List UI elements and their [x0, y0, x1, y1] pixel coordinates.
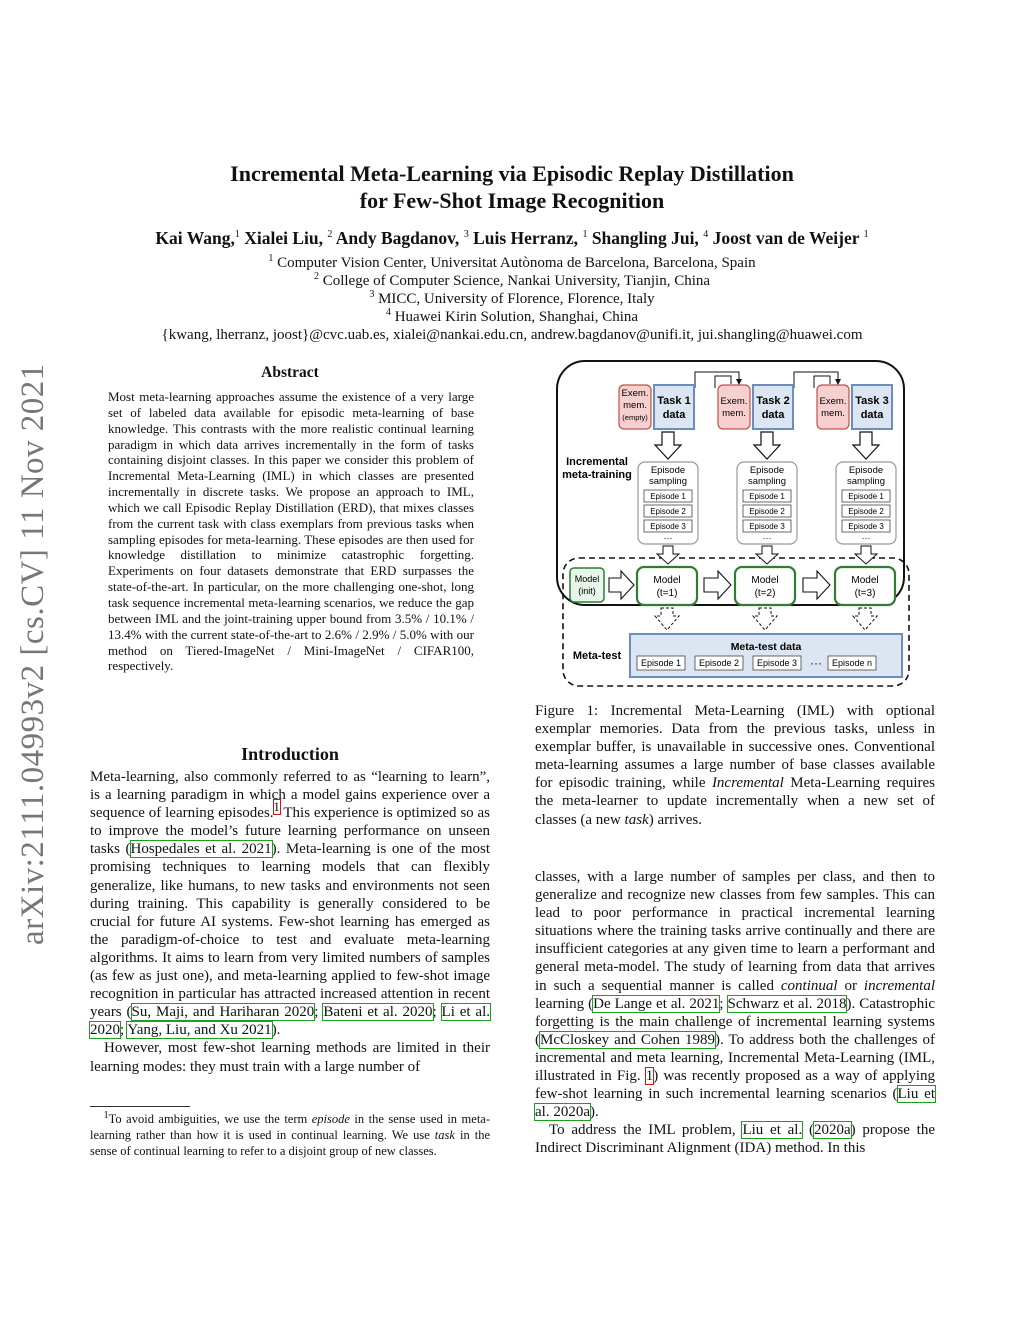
- title-line-1: Incremental Meta-Learning via Episodic Replay Distillation: [230, 161, 794, 186]
- episode-sampling-label: sampling: [747, 476, 787, 487]
- episode-label: Episode 3: [848, 522, 884, 531]
- author: Joost van de Weijer $^1$: [712, 228, 869, 248]
- episode-sampling-label: sampling: [846, 476, 886, 487]
- meta-test-data-title: Meta-test data: [730, 641, 802, 653]
- arxiv-side-stamp: arXiv:2111.04993v2 [cs.CV] 11 Nov 2021: [15, 363, 51, 945]
- ellipsis: ···: [663, 533, 673, 543]
- affiliation: $^4$ Huawei Kirin Solution, Shanghai, China: [385, 307, 639, 325]
- down-arrow: [853, 432, 879, 459]
- episode-sampling-group-3: [836, 462, 896, 544]
- task-group-3: [817, 385, 892, 429]
- exemplar-memory-label: Exem.: [621, 388, 649, 399]
- author: Shangling Jui, $^4$: [591, 228, 709, 248]
- episode-sampling-group-2: [737, 462, 797, 544]
- task-data-label: data: [662, 409, 686, 421]
- footnote-divider: [90, 1106, 190, 1107]
- task-group-1: [619, 385, 694, 429]
- episode-sampling-label: Episode: [749, 465, 785, 476]
- right-arrow: [704, 571, 731, 599]
- meta-test-episode-label: Episode 2: [698, 658, 740, 668]
- episode-sampling-label: Episode: [650, 465, 686, 476]
- episode-label: Episode 3: [650, 522, 686, 531]
- episode-label: Episode 2: [650, 507, 686, 516]
- citation-link[interactable]: Liu et al.: [742, 1122, 803, 1139]
- abstract-text: Most meta-learning approaches assume the existence of a very large set of labeled data available for episodic meta-learning of base knowledge. This contrasts with the more realistic continual learning paradigm in which data arrives incrementally in the form of tasks containing disjoint classes. In this paper we consider this problem of Incremental Meta-Learning (IML) in which classes are presented incrementally in discrete tasks. We propose an approach to IML, which we call Episodic Replay Distillation (ERD), that mixes classes from the current task with class exemplars from previous tasks when sampling episodes for meta-learning. These episodes are then used for knowledge distillation to minimize catastrophic forgetting. Experiments on four datasets demonstrate that ERD surpasses the state-of-the-art. In particular, on the more challenging one-shot, long task sequence incremental meta-learning scenarios, we reduce the gap between IML and the joint-training upper bound from 3.5% / 10.1% / 13.4% with the current state-of-the-art to 2.6% / 2.9% / 5.0% with our method on Tiered-ImageNet / Mini-ImageNet / CIFAR100, respectively.: [108, 389, 474, 674]
- ellipsis: ···: [762, 533, 772, 543]
- dashed-down-arrow: [655, 608, 679, 630]
- dashed-down-arrow: [853, 608, 877, 630]
- meta-test-label: Meta-test: [572, 650, 622, 662]
- right-paragraph-1: classes, with a large number of samples per class, and then to generalize and recognize new classes from few samples. This can lead to poor performance in practical incremental learning situations where the training tasks arrive continually and there are insufficient categories at any given time to learn a performant and general meta-model. The study of learning from data that arrives in such a sequential manner is called continual or incremental learning (De Lange et al. 2021; Schwarz et al. 2018). Catastrophic forgetting is the main challenge of incremental learning systems (McCloskey and Cohen 1989). To address both the challenges of incremental and meta learning, Incremental Meta-Learning (IML, illustrated in Fig. 1) was recently proposed as a way of applying few-shot learning in such incremental learning scenarios (Liu et al. 2020a).: [535, 869, 936, 1121]
- right-column-body: [535, 868, 935, 1158]
- citation-link[interactable]: Su, Maji, and Hariharan 2020: [131, 1004, 315, 1021]
- exemplar-memory-label: mem.: [623, 400, 647, 411]
- figure-1: [555, 358, 913, 688]
- episode-sampling-label: Episode: [848, 465, 884, 476]
- affiliation: $^1$ Computer Vision Center, Universitat Autònoma de Barcelona, Barcelona, Spain: [268, 253, 756, 271]
- task-data-label: data: [860, 409, 884, 421]
- right-paragraph-2: To address the IML problem, Liu et al. (2020a) propose the Indirect Discriminant Alignment (IDA) method. In this: [535, 1122, 936, 1157]
- incremental-meta-training-label: meta-training: [562, 469, 632, 481]
- author: Andy Bagdanov, $^3$: [335, 228, 469, 248]
- author: Xialei Liu, $^2$: [244, 228, 333, 248]
- down-arrow: [756, 546, 778, 564]
- citation-link[interactable]: Schwarz et al. 2018: [727, 995, 847, 1012]
- exemplar-memory-label: Exem.: [819, 396, 847, 407]
- task-data-label: data: [761, 409, 785, 421]
- model-init-label: (init): [578, 586, 596, 596]
- task-data-box: [852, 385, 892, 429]
- model-init-label: Model: [574, 574, 600, 584]
- meta-test-episode-label: Episode 3: [756, 658, 798, 668]
- citation-link[interactable]: McCloskey and Cohen 1989: [540, 1031, 716, 1048]
- author: Kai Wang,$^1$: [155, 228, 240, 248]
- title-line-2: for Few-Shot Image Recognition: [359, 188, 665, 213]
- figure-1-caption: Figure 1: Incremental Meta-Learning (IML) with optional exemplar memories. Data from the previous tasks, unless in exemplar buffer, is unavailable in successive ones. Conventional meta-learning assumes a large number of base classes available for episodic training, while Incremental Meta-Learning requires the meta-learner to update incrementally when a new set of classes (a new task) arrives.: [535, 703, 935, 828]
- footnote-ref[interactable]: 1: [273, 800, 280, 815]
- model-label: Model: [653, 575, 681, 586]
- author: Luis Herranz, $^1$: [473, 228, 588, 248]
- model-box: [835, 567, 895, 605]
- episode-label: Episode 2: [749, 507, 785, 516]
- citation-link[interactable]: Yang, Liu, and Xu 2021: [127, 1022, 272, 1039]
- episode-label: Episode 1: [650, 492, 686, 501]
- model-box: [735, 567, 795, 605]
- citation-link[interactable]: Li et al. 2020: [90, 1004, 491, 1039]
- task-data-label: Task 1: [657, 395, 691, 407]
- episode-label: Episode 2: [848, 507, 884, 516]
- intro-paragraph-2: However, most few-shot learning methods are limited in their learning modes: they must train with a large number of: [90, 1040, 490, 1075]
- episode-label: Episode 1: [749, 492, 785, 501]
- exemplar-memory-box: [718, 385, 750, 429]
- dashed-down-arrow: [753, 608, 777, 630]
- meta-test-episode-label: Episode 1: [640, 658, 682, 668]
- episode-label: Episode 3: [749, 522, 785, 531]
- task-data-label: Task 3: [855, 395, 889, 407]
- model-label: Model: [851, 575, 879, 586]
- introduction-body: [90, 768, 490, 1076]
- task-data-box: [654, 385, 694, 429]
- right-arrow: [803, 571, 830, 599]
- task-data-label: Task 2: [756, 395, 790, 407]
- affiliations: [0, 254, 1024, 344]
- model-box: [637, 567, 697, 605]
- citation-link[interactable]: Bateni et al. 2020: [323, 1004, 433, 1021]
- exemplar-memory-box: [817, 385, 849, 429]
- author-emails: {kwang, lherranz, joost}@cvc.uab.es, xialei@nankai.edu.cn, andrew.bagdanov@unifi.it, jui.shangling@huawei.com: [161, 327, 863, 343]
- right-arrow: [609, 571, 634, 599]
- citation-link[interactable]: 2020a: [813, 1122, 851, 1139]
- down-arrow: [657, 546, 679, 564]
- model-label: (t=3): [854, 588, 876, 599]
- model-label: (t=1): [656, 588, 678, 599]
- author-list: [0, 228, 1024, 249]
- paper-title: [0, 160, 1024, 214]
- exemplar-memory-label: mem.: [722, 408, 746, 419]
- citation-link[interactable]: Liu et al. 2020a: [535, 1086, 936, 1121]
- incremental-meta-training-label: Incremental: [566, 456, 628, 468]
- exemplar-memory-label: (empty): [622, 413, 648, 422]
- episode-sampling-label: sampling: [648, 476, 688, 487]
- abstract-heading: Abstract: [261, 364, 319, 381]
- task-data-box: [753, 385, 793, 429]
- introduction-heading: Introduction: [241, 744, 339, 764]
- exemplar-memory-label: mem.: [821, 408, 845, 419]
- citation-link[interactable]: De Lange et al. 2021: [593, 995, 720, 1012]
- footnote: $^1$To avoid ambiguities, we use the term episode in the sense used in meta-learning rather than how it is used in continual learning. We use task in the sense of continual learning to refer to a disjoint group of new classes.: [90, 1109, 490, 1158]
- down-arrow: [655, 432, 681, 459]
- episode-sampling-group-1: [638, 462, 698, 544]
- intro-paragraph-1: Meta-learning, also commonly referred to as “learning to learn”, is a learning paradigm in which a model gains experience over a sequence of learning episodes.$^1$ This experience is optimized so as to improve the model’s future learning performance on unseen tasks (Hospedales et al. 2021). Meta-learning is one of the most promising techniques to learning models that can flexibly generalize, like humans, to new tasks and environments not seen during training. This capability is generally considered to be crucial for future AI systems. Few-shot learning has emerged as the paradigm-of-choice to test and evaluate meta-learning algorithms. It aims to learn from very limited numbers of samples (as few as just one), and meta-learning applied to few-shot image recognition in particular has attracted increased attention in recent years (Su, Maji, and Hariharan 2020; Bateni et al. 2020; Li et al. 2020; Yang, Liu, and Xu 2021).: [90, 769, 491, 1039]
- down-arrow: [754, 432, 780, 459]
- affiliation: $^3$ MICC, University of Florence, Florence, Italy: [369, 289, 655, 307]
- meta-test-episode-label: Episode n: [831, 658, 873, 668]
- ellipsis: ···: [810, 656, 822, 670]
- model-label: Model: [751, 575, 779, 586]
- affiliation: $^2$ College of Computer Science, Nankai University, Tianjin, China: [313, 271, 711, 289]
- figure-1-diagram: [555, 358, 913, 688]
- down-arrow: [855, 546, 877, 564]
- citation-link[interactable]: Hospedales et al. 2021: [130, 841, 272, 858]
- task-group-2: [718, 385, 793, 429]
- model-label: (t=2): [754, 588, 776, 599]
- ellipsis: ···: [861, 533, 871, 543]
- exemplar-memory-label: Exem.: [720, 396, 748, 407]
- figure-ref-link[interactable]: 1: [645, 1068, 654, 1085]
- episode-label: Episode 1: [848, 492, 884, 501]
